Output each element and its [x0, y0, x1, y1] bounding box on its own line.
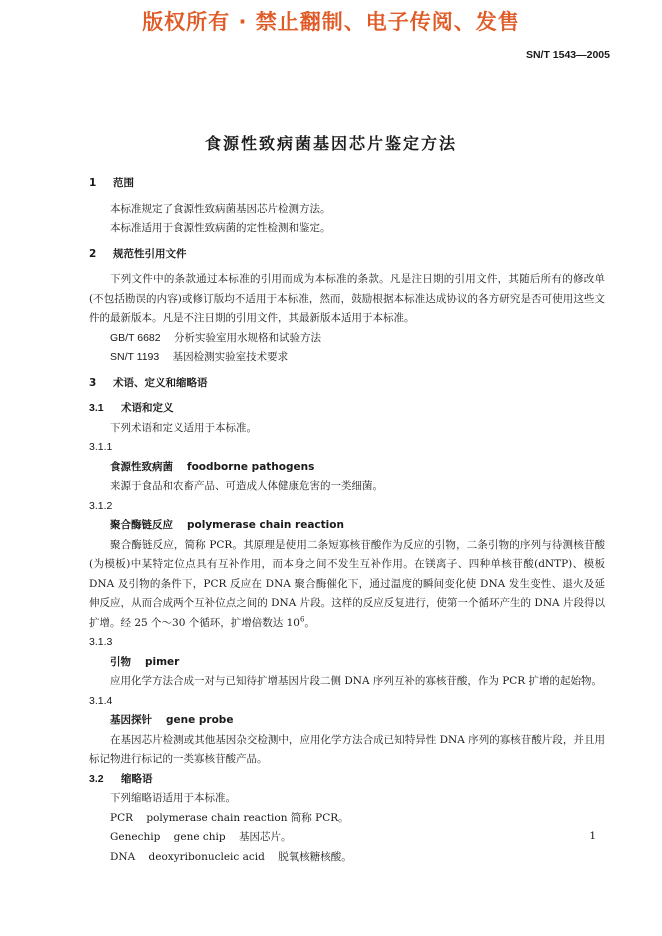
reference-item: SN/T 1193 基因检测实验室技术要求	[110, 351, 289, 363]
document-body	[89, 174, 605, 867]
paragraph: 本标准适用于食源性致病菌的定性检测和鉴定。	[110, 222, 331, 234]
section-2-heading: 2 规范性引用文件	[89, 247, 187, 260]
standard-code: SN/T 1543—2005	[525, 49, 610, 61]
clause-number: 3.1.1	[89, 441, 113, 453]
term-definition: 聚合酶链反应，简称 PCR。其原理是使用二条短寡核苷酸作为反应的引物，二条引物的序列与待测核苷酸(为模板)中某特定位点具有互补作用，而本身之间不发生互补作用。在镁离子、四种单核苷酸(dNTP)、模板 DNA 及引物的条件下，PCR 反应在 DNA 聚合酶催化下，通过温度的瞬间变化使 DNA 发生变性、退火及延伸反应，从而合成两个互补位点之间的 DNA 片段。这样的反应反复进行，使第一个循环产生的 DNA 片段得以扩增。经 25 个～30 个循环，扩增倍数达 $10^6$。	[89, 538, 605, 629]
term-entry: 基因探针 gene probe	[110, 714, 234, 726]
abbreviation-item: DNA deoxyribonucleic acid 脱氧核糖核酸。	[110, 850, 352, 863]
section-3-2-heading: 3.2 缩略语	[89, 772, 153, 785]
copyright-watermark: 版权所有 · 禁止翻制、电子传阅、发售	[142, 10, 520, 34]
paragraph: 下列术语和定义适用于本标准。	[110, 421, 257, 434]
clause-number: 3.1.3	[89, 636, 113, 648]
section-1-heading: 1 范围	[89, 177, 134, 189]
page-title: 食源性致病菌基因芯片鉴定方法	[204, 134, 457, 153]
term-entry: 聚合酶链反应 polymerase chain reaction	[110, 519, 344, 531]
term-definition: 应用化学方法合成一对与已知待扩增基因片段二侧 DNA 序列互补的寡核苷酸，作为 PCR 扩增的起始物。	[110, 675, 603, 687]
paragraph: 下列文件中的条款通过本标准的引用而成为本标准的条款。凡是注日期的引用文件，其随后所有的修改单(不包括勘误的内容)或修订版均不适用于本标准，然而，鼓励根据本标准达成协议的各方研究是否可使用这些文件的最新版本。凡是不注日期的引用文件，其最新版本适用于本标准。	[89, 273, 605, 324]
section-3-heading: 3 术语、定义和缩略语	[89, 376, 208, 389]
term-definition: 在基因芯片检测或其他基因杂交检测中，应用化学方法合成已知特异性 DNA 序列的寡核苷酸片段，并且用标记物进行标记的一类寡核苷酸产品。	[89, 733, 605, 765]
page-number: 1	[589, 830, 596, 842]
term-entry: 引物 pimer	[110, 655, 180, 668]
term-entry: 食源性致病菌 foodborne pathogens	[110, 460, 315, 473]
abbreviation-item: Genechip gene chip 基因芯片。	[110, 831, 292, 843]
section-3-1-heading: 3.1 术语和定义	[89, 402, 174, 414]
clause-number: 3.1.2	[89, 499, 113, 512]
abbreviation-item: PCR polymerase chain reaction 简称 PCR。	[110, 811, 349, 824]
clause-number: 3.1.4	[89, 694, 113, 707]
term-definition: 来源于食品和农畜产品、可造成人体健康危害的一类细菌。	[110, 480, 383, 492]
paragraph: 下列缩略语适用于本标准。	[110, 792, 236, 804]
paragraph: 本标准规定了食源性致病菌基因芯片检测方法。	[110, 202, 331, 215]
reference-item: GB/T 6682 分析实验室用水规格和试验方法	[110, 331, 321, 344]
